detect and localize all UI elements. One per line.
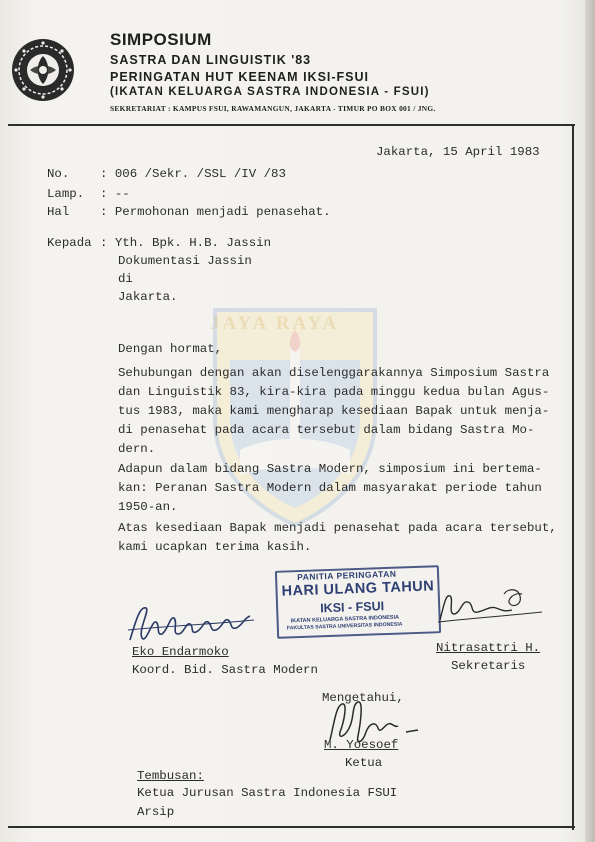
attachment-value: : -- [100,187,130,201]
letterhead-occasion: PERINGATAN HUT KEENAM IKSI-FSUI [110,70,370,84]
paragraph-1-line: dan Linguistik 83, kira-kira pada minggu kedua bulan Agus- [118,385,550,399]
letterhead-event: SASTRA DAN LINGUISTIK '83 [110,53,312,67]
right-signatory-name: Nitrasattri H. [436,641,541,655]
recipient-label: Kepada [47,236,92,250]
left-signatory-role: Koord. Bid. Sastra Modern [132,663,318,677]
page-edge-shadow [585,0,595,842]
committee-stamp [275,565,441,639]
paragraph-1-line: dern. [118,442,156,456]
subject-value: : Permohonan menjadi penasehat. [100,205,331,219]
bottom-rule [8,826,575,828]
cc-label: Tembusan: [137,769,204,783]
stamp-line-2: HARI ULANG TAHUN [281,578,435,600]
acknowledged-label: Mengetahui, [322,691,404,705]
right-signatory-role: Sekretaris [451,659,526,673]
university-logo-icon [10,37,76,103]
paragraph-2-line: kan: Peranan Sastra Modern dalam masyarakat periode tahun [118,481,542,495]
number-value: : 006 /Sekr. /SSL /IV /83 [100,167,286,181]
paragraph-3-line: kami ucapkan terima kasih. [118,540,312,554]
cc-item: Ketua Jurusan Sastra Indonesia FSUI [137,786,398,800]
cc-item: Arsip [137,805,175,819]
letterhead-address: SEKRETARIAT : KAMPUS FSUI, RAWAMANGUN, JAKARTA - TIMUR PO BOX 001 / JNG. [110,104,436,113]
stamp-line-4: IKATAN KELUARGA SASTRA INDONESIA [290,614,400,625]
stamp-line-1: PANITIA PERINGATAN [296,568,397,583]
recipient-institution: Dokumentasi Jassin [118,254,252,268]
left-signature [126,600,256,646]
stamp-line-3: IKSI - FSUI [319,599,385,616]
subject-label: Hal [47,205,70,219]
recipient-preposition: di [118,272,133,286]
center-signatory-name: M. Yoesoef [324,738,399,752]
right-signature [434,586,544,626]
paragraph-2-line: 1950-an. [118,500,178,514]
stamp-line-5: FAKULTAS SASTRA UNIVERSITAS INDONESIA [286,621,403,632]
center-signatory-role: Ketua [345,756,383,770]
top-rule [8,124,575,126]
paragraph-1-line: Sehubungan dengan akan diselenggarakannya Simposium Sastra [118,366,550,380]
paragraph-2-line: Adapun dalam bidang Sastra Modern, simposium ini bertema- [118,462,542,476]
letter-date: Jakarta, 15 April 1983 [376,145,540,159]
letterhead-organization: (IKATAN KELUARGA SASTRA INDONESIA - FSUI) [110,86,430,98]
paragraph-1-line: di penasehat pada acara tersebut dalam bidang Sastra Mo- [118,423,535,437]
recipient-city: Jakarta. [118,290,178,304]
paragraph-1-line: tus 1983, maka kami mengharap kesediaan Bapak untuk menja- [118,404,550,418]
greeting: Dengan hormat, [118,342,223,356]
watermark-text: JAYA RAYA [210,313,340,334]
recipient-name: : Yth. Bpk. H.B. Jassin [100,236,272,250]
paragraph-3-line: Atas kesediaan Bapak menjadi penasehat pada acara tersebut, [118,521,557,535]
number-label: No. [47,167,70,181]
left-signatory-name: Eko Endarmoko [132,645,229,659]
right-rule [572,124,574,830]
attachment-label: Lamp. [47,187,85,201]
letterhead-title: SIMPOSIUM [110,30,212,49]
